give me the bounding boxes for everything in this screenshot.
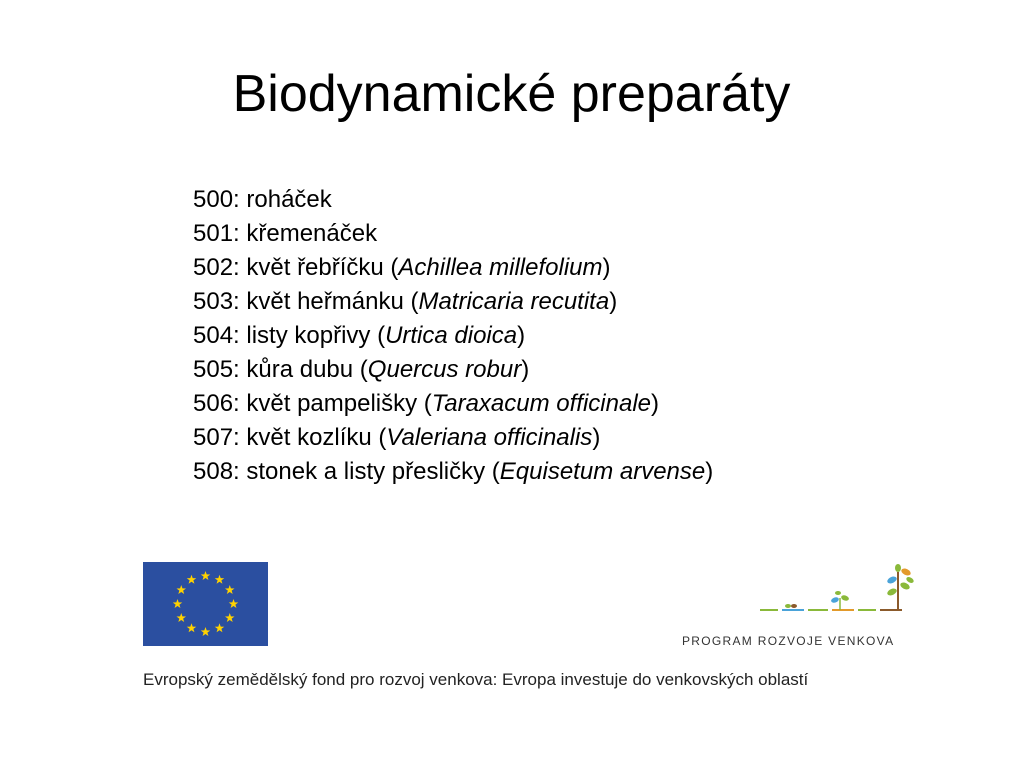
list-item: 504: listy kopřivy (Urtica dioica) [193,322,526,349]
list-item: 503: květ heřmánku (Matricaria recutita) [193,288,618,315]
slide-title: Biodynamické preparáty [232,65,791,123]
rural-development-logo-icon [758,562,920,618]
fund-text: Evropský zemědělský fond pro rozvoj venkova: Evropa investuje do venkovských oblastí [143,670,809,689]
program-name: PROGRAM ROZVOJE VENKOVA [682,634,895,648]
list-item: 506: květ pampelišky (Taraxacum officinale) [193,390,660,417]
eu-flag-icon [143,562,268,646]
preparation-list [193,183,713,489]
list-item: 501: křemenáček [193,220,378,247]
list-item: 508: stonek a listy přesličky (Equisetum arvense) [193,458,714,485]
list-item: 505: kůra dubu (Quercus robur) [193,356,530,383]
list-item: 507: květ kozlíku (Valeriana officinalis) [193,424,601,451]
list-item: 502: květ řebříčku (Achillea millefolium) [193,254,611,281]
list-item: 500: roháček [193,186,332,213]
